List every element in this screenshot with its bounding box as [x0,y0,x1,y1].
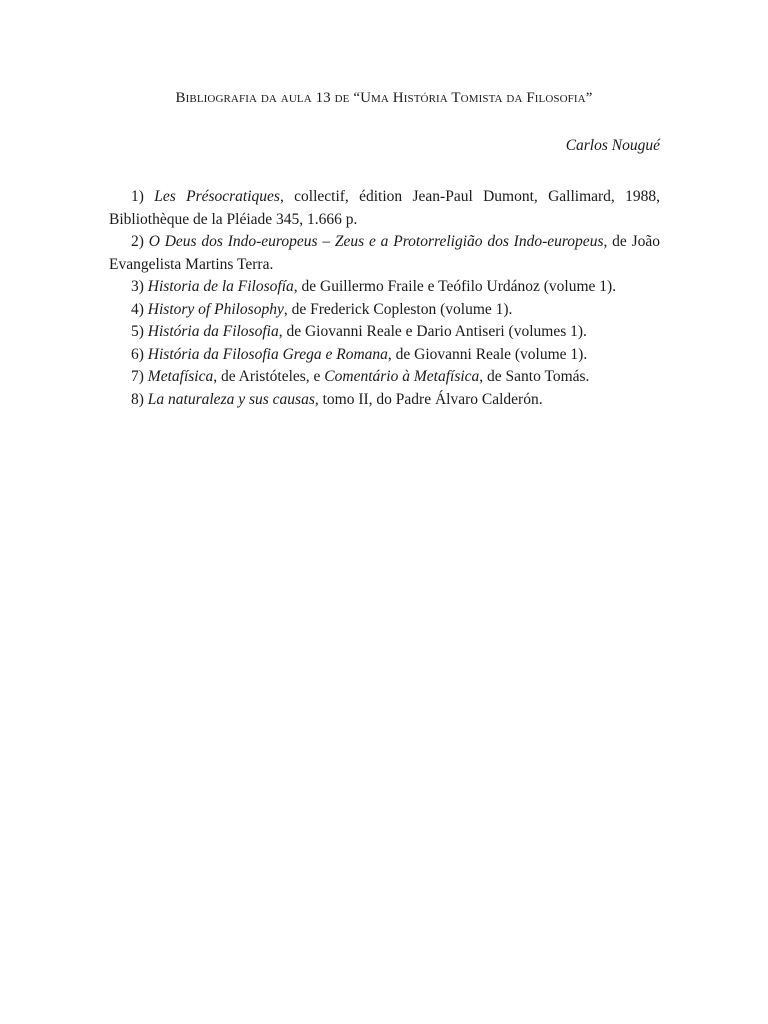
entry-number: 8) [131,390,144,408]
entry-work-title: Metafísica [147,368,214,385]
entry-details: , collectif, édition Jean-Paul Dumont, Gallimard, 1988, Bibliothèque de la Pléiade 345, 1.666 p. [109,188,660,228]
entry-details: , de Giovanni Reale (volume 1). [387,345,588,363]
bibliography-list [109,186,660,411]
author-name: Carlos Nougué [565,137,660,154]
entry-details: , de Santo Tomás. [479,368,590,385]
entry-work-title: Historia de la Filosofía [147,278,294,295]
entry-number: 4) [131,300,144,318]
entry-work-title: O Deus dos Indo-europeus – Zeus e a Protorreligião dos Indo-europeus [148,233,604,250]
entry-details: , de João Evangelista Martins Terra. [109,233,661,273]
bibliography-entry-5 [109,321,660,344]
bibliography-entry-2 [109,231,660,276]
bibliography-entry-1 [109,186,660,231]
entry-work-title-2: Comentário à Metafísica [324,368,480,385]
entry-number: 2) [131,233,144,250]
entry-work-title: La naturaleza y sus causas [147,390,315,408]
entry-work-title: História da Filosofia Grega e Romana [147,345,388,363]
entry-work-title: História da Filosofia [147,323,279,340]
entry-number: 5) [131,323,144,340]
bibliography-entry-8 [109,389,660,412]
entry-number: 1) [131,188,144,205]
entry-number: 6) [131,345,144,363]
entry-number: 7) [131,368,144,385]
bibliography-entry-3 [109,276,660,299]
entry-details: , de Guillermo Fraile e Teófilo Urdánoz (volume 1). [293,278,617,295]
entry-details: , tomo II, do Padre Álvaro Calderón. [314,390,543,408]
page-title: Bibliografia da aula 13 de “Uma História Tomista da Filosofia” [175,90,593,106]
entry-details-middle: , de Aristóteles, e [213,368,325,385]
entry-details: , de Giovanni Reale e Dario Antiseri (volumes 1). [278,323,587,340]
entry-work-title: History of Philosophy [147,300,284,318]
bibliography-entry-4 [109,299,660,322]
bibliography-entry-7 [109,366,660,389]
entry-work-title: Les Présocratiques [154,188,280,205]
entry-details: , de Frederick Copleston (volume 1). [283,300,513,318]
bibliography-entry-6 [109,344,660,367]
entry-number: 3) [131,278,144,295]
